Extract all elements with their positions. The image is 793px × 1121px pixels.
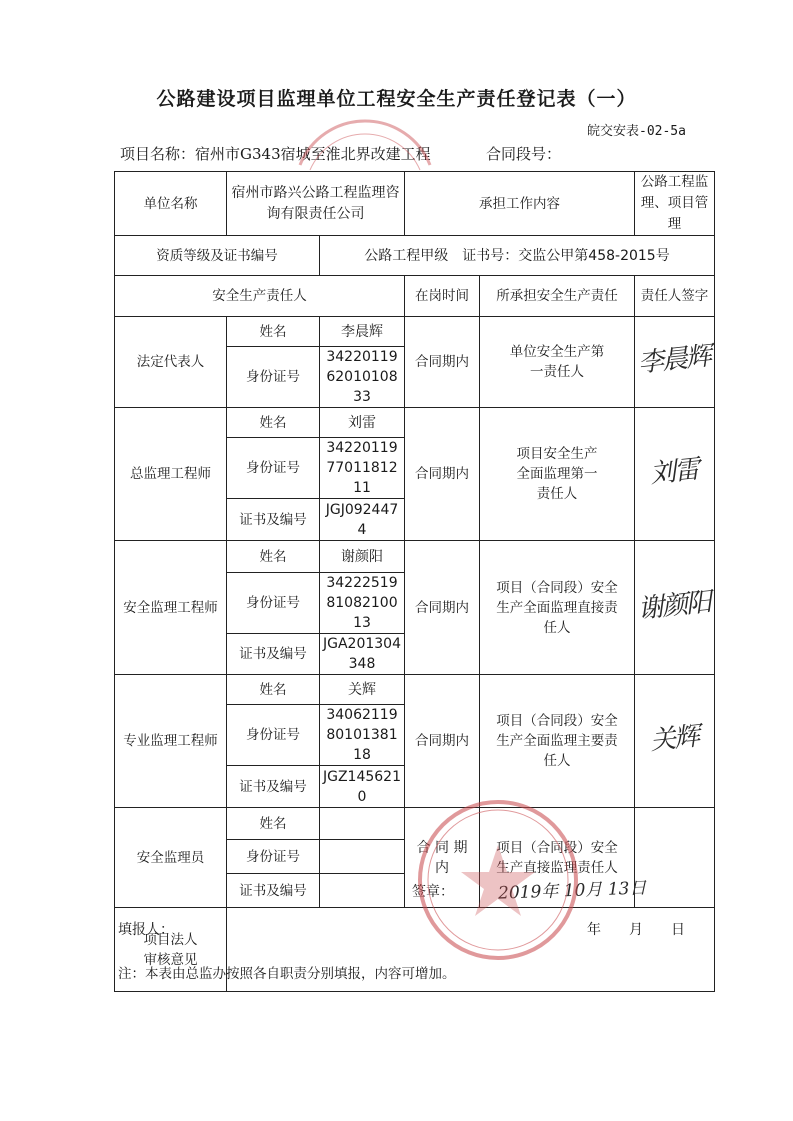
- responsibility: 单位安全生产第一责任人: [480, 317, 635, 408]
- id-label: 身份证号: [227, 347, 320, 408]
- contract-label: 合同段号：: [486, 145, 562, 163]
- id-number: 342225198108210013: [320, 573, 405, 634]
- id-label: 身份证号: [227, 705, 320, 766]
- cert-number: JGJ0924474: [320, 499, 405, 541]
- id-number: 340621198010138118: [320, 705, 405, 766]
- on-duty-period: 合 同 期 内: [405, 808, 480, 908]
- role-safety-engineer: 安全监理工程师: [115, 541, 227, 675]
- person-name: 刘雷: [320, 408, 405, 438]
- responsibility: 项目（合同段）安全生产全面监理直接责任人: [480, 541, 635, 675]
- responsibility: 项目安全生产全面监理第一责任人: [480, 408, 635, 541]
- name-label: 姓名: [227, 408, 320, 438]
- id-label: 身份证号: [227, 840, 320, 874]
- work-content: 公路工程监理、项目管理: [635, 172, 715, 236]
- role-specialist-engineer: 专业监理工程师: [115, 675, 227, 808]
- name-label: 姓名: [227, 317, 320, 347]
- cert-number: JGA201304348: [320, 634, 405, 675]
- project-line: [120, 143, 431, 164]
- filler-label: 填报人：: [118, 922, 174, 938]
- handwritten-signature: 李晨辉: [637, 341, 712, 379]
- on-duty-period: 合同期内: [405, 317, 480, 408]
- person-name: 谢颜阳: [320, 541, 405, 573]
- cert-label: 证书及编号: [227, 499, 320, 541]
- signature-cell: [635, 317, 715, 408]
- role-legal-rep: 法定代表人: [115, 317, 227, 408]
- sign-line: [412, 876, 648, 904]
- id-number: 342201196201010833: [320, 347, 405, 408]
- sign-date: 2019年 10月 13日: [498, 878, 648, 904]
- unit-name: 宿州市路兴公路工程监理咨询有限责任公司: [227, 172, 405, 236]
- footnote: 注：本表由总监办按照各自职责分别填报，内容可增加。: [118, 966, 456, 982]
- header-signature: 责任人签字: [635, 276, 715, 317]
- person-name: [320, 808, 405, 840]
- id-label: 身份证号: [227, 438, 320, 499]
- header-duty: 所承担安全生产责任: [480, 276, 635, 317]
- project-name: 宿州市G343宿城至淮北界改建工程: [195, 145, 431, 163]
- form-title: 公路建设项目监理单位工程安全生产责任登记表（一）: [156, 88, 637, 110]
- name-label: 姓名: [227, 541, 320, 573]
- handwritten-signature: 刘雷: [649, 454, 700, 490]
- role-safety-inspector: 安全监理员: [115, 808, 227, 908]
- person-name: 李晨辉: [320, 317, 405, 347]
- role-chief-engineer: 总监理工程师: [115, 408, 227, 541]
- cert-label: 证书及编号: [227, 874, 320, 908]
- sign-label: 签章：: [412, 884, 454, 900]
- signature-cell: [635, 675, 715, 808]
- name-label: 姓名: [227, 808, 320, 840]
- handwritten-signature: 关辉: [649, 721, 700, 757]
- cert-label: 证书及编号: [227, 634, 320, 675]
- cert-label: 证书及编号: [227, 766, 320, 808]
- date-placeholder: 年 月 日: [587, 922, 685, 938]
- on-duty-period: 合同期内: [405, 408, 480, 541]
- cert-number: [320, 874, 405, 908]
- unit-label: 单位名称: [115, 172, 227, 236]
- header-period: 在岗时间: [405, 276, 480, 317]
- person-name: 关辉: [320, 675, 405, 705]
- name-label: 姓名: [227, 675, 320, 705]
- registration-table: [114, 171, 715, 992]
- qual-value: 公路工程甲级 证书号：交监公甲第458-2015号: [320, 236, 715, 276]
- on-duty-period: 合同期内: [405, 675, 480, 808]
- signature-cell: [635, 541, 715, 675]
- signature-cell: [635, 408, 715, 541]
- id-label: 身份证号: [227, 573, 320, 634]
- cert-number: JGZ1456210: [320, 766, 405, 808]
- form-number: 皖交安表-02-5a: [587, 124, 686, 139]
- on-duty-period: 合同期内: [405, 541, 480, 675]
- qual-label: 资质等级及证书编号: [115, 236, 320, 276]
- responsibility: 项目（合同段）安全生产全面监理主要责任人: [480, 675, 635, 808]
- responsibility: 项目（合同段）安全生产直接监理责任人: [480, 808, 635, 908]
- id-number: [320, 840, 405, 874]
- id-number: 342201197701181211: [320, 438, 405, 499]
- work-label: 承担工作内容: [405, 172, 635, 236]
- project-label: 项目名称：: [120, 145, 196, 163]
- handwritten-signature: 谢颜阳: [637, 586, 712, 625]
- header-person: 安全生产责任人: [115, 276, 405, 317]
- review-label: 项目法人审核意见: [115, 908, 227, 992]
